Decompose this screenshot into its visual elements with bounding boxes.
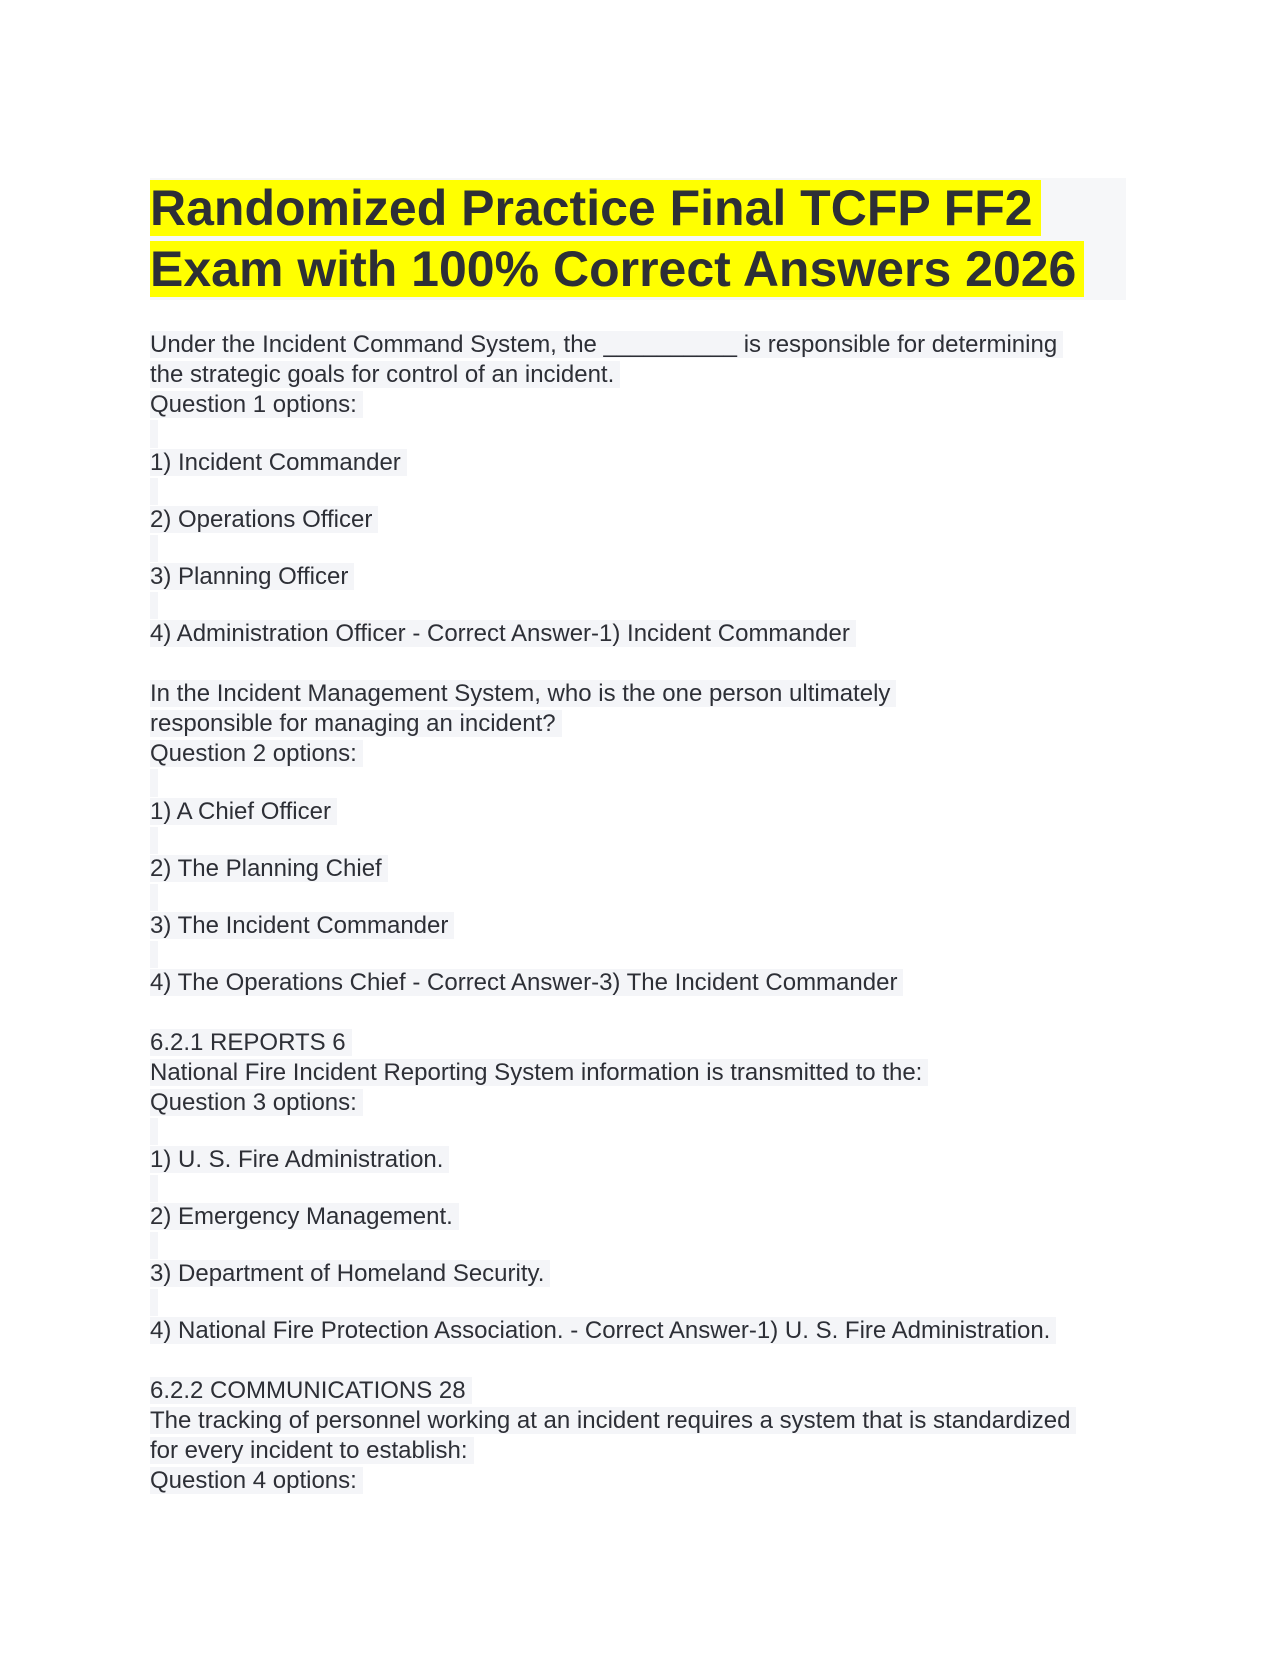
gap-marker <box>150 535 158 562</box>
gap-marker <box>150 884 158 911</box>
gap-marker <box>150 478 158 505</box>
question-2-text-line-2: responsible for managing an incident? <box>150 709 562 739</box>
question-2-option-3: 3) The Incident Commander <box>150 911 454 941</box>
section-heading-communications: 6.2.2 COMMUNICATIONS 28 <box>150 1376 472 1406</box>
gap-marker <box>150 1289 158 1316</box>
question-3-option-1: 1) U. S. Fire Administration. <box>150 1145 449 1175</box>
section-heading-reports: 6.2.1 REPORTS 6 <box>150 1028 352 1058</box>
question-2-option-2: 2) The Planning Chief <box>150 854 388 884</box>
question-3-option-4-answer: 4) National Fire Protection Association. - Correct Answer-1) U. S. Fire Administration. <box>150 1316 1056 1346</box>
gap-marker <box>150 592 158 619</box>
question-1-text-line-2: the strategic goals for control of an incident. <box>150 360 620 390</box>
question-4-text-line-2: for every incident to establish: <box>150 1436 474 1466</box>
question-3-option-2: 2) Emergency Management. <box>150 1202 459 1232</box>
gap-marker <box>150 1118 158 1145</box>
question-4-text-line-1: The tracking of personnel working at an incident requires a system that is standardized <box>150 1406 1076 1436</box>
question-3-options-label: Question 3 options: <box>150 1088 363 1118</box>
question-2-options-label: Question 2 options: <box>150 739 363 769</box>
document-title-line-2: Exam with 100% Correct Answers 2026 <box>150 239 1084 300</box>
question-2-option-4-answer: 4) The Operations Chief - Correct Answer-3) The Incident Commander <box>150 968 903 998</box>
question-1-text-line-1: Under the Incident Command System, the __________ is responsible for determining <box>150 330 1063 360</box>
question-1-options-label: Question 1 options: <box>150 390 363 420</box>
question-1-option-4-answer: 4) Administration Officer - Correct Answer-1) Incident Commander <box>150 619 856 649</box>
gap-marker <box>150 420 158 448</box>
question-2-option-1: 1) A Chief Officer <box>150 797 337 827</box>
question-1-option-1: 1) Incident Commander <box>150 448 407 478</box>
gap-marker <box>150 1232 158 1259</box>
question-1-option-2: 2) Operations Officer <box>150 505 378 535</box>
question-1-option-3: 3) Planning Officer <box>150 562 354 592</box>
gap-marker <box>150 941 158 968</box>
document-title-line-1: Randomized Practice Final TCFP FF2 <box>150 178 1041 239</box>
gap-marker <box>150 769 158 797</box>
gap-marker <box>150 1175 158 1202</box>
question-2-text-line-1: In the Incident Management System, who is the one person ultimately <box>150 679 896 709</box>
question-3-option-3: 3) Department of Homeland Security. <box>150 1259 550 1289</box>
gap-marker <box>150 827 158 854</box>
question-4-options-label: Question 4 options: <box>150 1466 363 1496</box>
question-3-text: National Fire Incident Reporting System information is transmitted to the: <box>150 1058 928 1088</box>
